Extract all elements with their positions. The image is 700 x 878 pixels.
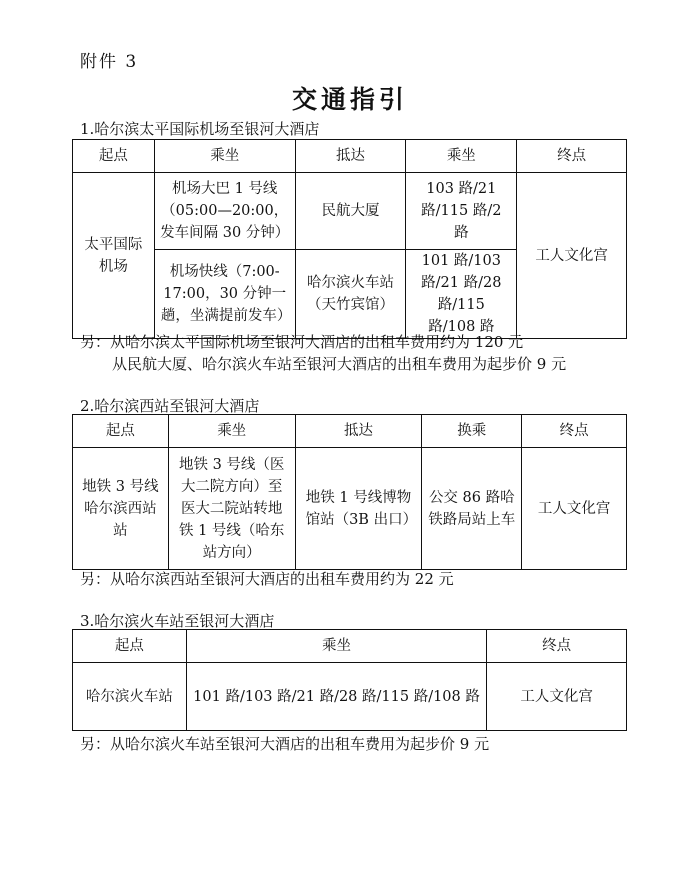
ride-cell: 地铁 3 号线（医大二院方向）至医大二院站转地铁 1 号线（哈东站方向） [168, 448, 295, 570]
section3-note: 另：从哈尔滨火车站至银河大酒店的出租车费用为起步价 9 元 [80, 735, 490, 753]
header-ride2: 乘坐 [406, 140, 517, 173]
header-destination: 终点 [517, 140, 627, 173]
page-title: 交通指引 [291, 85, 408, 114]
origin-cell: 哈尔滨火车站 [73, 663, 187, 731]
section2-note: 另：从哈尔滨西站至银河大酒店的出租车费用约为 22 元 [80, 570, 454, 588]
table-row [73, 663, 627, 731]
header-origin: 起点 [73, 630, 187, 663]
section3-table [72, 629, 627, 731]
header-arrive: 抵达 [295, 140, 406, 173]
ride-cell: 101 路/103 路/21 路/28 路/115 路/108 路 [186, 663, 486, 731]
ride2-cell: 103 路/21 路/115 路/2 路 [406, 173, 517, 250]
section2-table [72, 414, 627, 570]
arrive-cell: 哈尔滨火车站（天竹宾馆） [295, 250, 406, 339]
destination-cell: 工人文化宫 [487, 663, 627, 731]
section1-table [72, 139, 627, 339]
origin-cell: 太平国际机场 [73, 173, 155, 339]
table-header-row [73, 630, 627, 663]
ride2-cell: 101 路/103 路/21 路/28 路/115 路/108 路 [406, 250, 517, 339]
section1-note-2: 从民航大厦、哈尔滨火车站至银河大酒店的出租车费用为起步价 9 元 [112, 355, 567, 373]
table-row [73, 173, 627, 250]
arrive-cell: 地铁 1 号线博物馆站（3B 出口） [295, 448, 422, 570]
section2-heading: 2.哈尔滨西站至银河大酒店 [80, 397, 260, 415]
header-ride: 乘坐 [186, 630, 486, 663]
table-header-row [73, 415, 627, 448]
section3-heading: 3.哈尔滨火车站至银河大酒店 [80, 612, 275, 630]
ride-cell: 机场大巴 1 号线（05:00—20:00，发车间隔 30 分钟） [154, 173, 295, 250]
header-destination: 终点 [487, 630, 627, 663]
origin-cell: 地铁 3 号线哈尔滨西站站 [73, 448, 169, 570]
header-ride: 乘坐 [154, 140, 295, 173]
destination-cell: 工人文化宫 [522, 448, 627, 570]
header-origin: 起点 [73, 140, 155, 173]
section1-heading: 1.哈尔滨太平国际机场至银河大酒店 [80, 120, 320, 138]
section1-note: 另：从哈尔滨太平国际机场至银河大酒店的出租车费用约为 120 元 [80, 333, 524, 351]
attachment-label: 附件 3 [80, 52, 139, 72]
header-ride: 乘坐 [168, 415, 295, 448]
header-transfer: 换乘 [422, 415, 522, 448]
header-arrive: 抵达 [295, 415, 422, 448]
table-header-row [73, 140, 627, 173]
ride-cell: 机场快线（7:00-17:00，30 分钟一趟，坐满提前发车） [154, 250, 295, 339]
destination-cell: 工人文化宫 [517, 173, 627, 339]
header-origin: 起点 [73, 415, 169, 448]
header-destination: 终点 [522, 415, 627, 448]
transfer-cell: 公交 86 路哈铁路局站上车 [422, 448, 522, 570]
table-row [73, 448, 627, 570]
arrive-cell: 民航大厦 [295, 173, 406, 250]
